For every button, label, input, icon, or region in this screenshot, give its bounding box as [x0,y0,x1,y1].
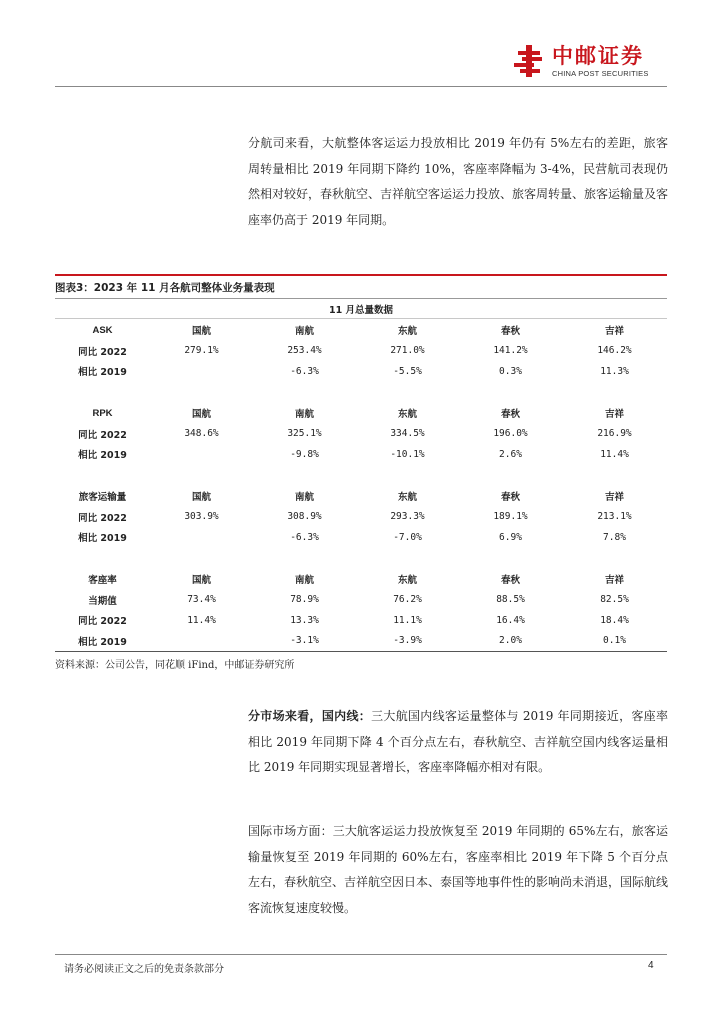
airline-header: 春秋 [500,492,520,503]
row-label: 相比 2019 [78,367,127,378]
row-label: 相比 2019 [78,450,127,461]
table-cell: 303.9% [184,511,219,522]
paragraph-domestic-market [248,704,668,781]
china-post-logo-icon [512,44,546,78]
metric-name: 客座率 [88,575,117,586]
row-label: 同比 2022 [78,346,127,358]
table-section-header [55,486,667,506]
table-row [55,610,667,630]
table-cell: 11.4% [187,614,216,626]
table-row [55,424,667,444]
table-cell: 216.9% [597,428,632,439]
airline-header: 东航 [397,409,417,420]
paragraph-lead-bold: 分市场来看，国内线： [248,709,372,723]
airline-header: 春秋 [500,409,520,420]
table-row [55,631,667,651]
table-cell: 0.3% [499,365,522,377]
table-cell: 308.9% [287,511,322,522]
footer-divider [55,954,667,955]
airline-header: 吉祥 [604,575,624,586]
paragraph-international-market [248,819,668,921]
row-label: 当期值 [88,595,117,607]
table-cell: -10.1% [390,448,425,460]
footer-disclaimer: 请务必阅读正文之后的免责条款部分 [64,964,224,975]
airline-header: 南航 [294,575,314,586]
logo-english-text: CHINA POST SECURITIES [552,69,649,78]
table-cell: 271.0% [390,345,425,356]
table-cell: 141.2% [493,345,528,356]
table-row [55,444,667,464]
airline-header: 东航 [397,492,417,503]
table-cell: 82.5% [600,594,629,605]
table-cell: 189.1% [493,511,528,522]
table-cell: 88.5% [496,594,525,605]
table-cell: 146.2% [597,345,632,356]
airline-header: 东航 [397,326,417,337]
table-cell: 213.1% [597,511,632,522]
table-cell: -6.3% [290,531,319,543]
figure-title-rule [55,274,667,276]
table-cell: 6.9% [499,531,522,543]
table-cell: 78.9% [290,594,319,605]
row-label: 同比 2022 [78,616,127,627]
airline-header: 南航 [294,492,314,503]
table-section-header [55,569,667,589]
table-cell: 348.6% [184,428,219,439]
metric-name: ASK [92,324,113,336]
paragraph-text: 国际市场方面：三大航客运运力投放恢复至 2019 年同期的 65%左右，旅客运输量恢复至 2019 年同期的 60%左右，客座率相比 2019 年下降 5 个百分点左右，春秋航空、吉祥航空因日本、泰国等地事件性的影响尚未消退，国际航线客流恢复速度较慢。 [248,824,669,915]
table-cell: 334.5% [390,428,425,439]
table-row [55,507,667,527]
row-label: 同比 2022 [78,429,127,441]
airline-header: 国航 [191,409,211,420]
table-cell: -3.1% [290,635,319,646]
table-cell: -9.8% [290,448,319,460]
table-caption: 11 月总量数据 [328,305,394,316]
table-row [55,527,667,547]
table-cell: 279.1% [184,345,219,356]
airline-header: 南航 [294,409,314,420]
table-cell: 325.1% [287,428,322,439]
figure-source: 资料来源：公司公告，同花顺 iFind，中邮证券研究所 [55,660,295,671]
paragraph-text: 三大航国内线客运量整体与 2019 年同期接近，客座率相比 2019 年同期下降 4 个百分点左右，春秋航空、吉祥航空国内线客运量相比 2019 年同期实现显著增长，客座率降幅亦相对有限。 [248,709,668,774]
table-cell: -7.0% [393,531,422,543]
table-cell: 2.0% [499,635,522,646]
table-cell: 18.4% [600,614,629,626]
table-cell: -5.5% [393,365,422,377]
table-bottom-rule [55,651,667,652]
table-cell: 0.1% [603,635,626,646]
table-cell: 16.4% [496,614,525,626]
logo-chinese-text: 中邮证券 [552,44,644,68]
page-number: 4 [648,960,654,971]
figure-title-underline [55,298,667,299]
table-section-header [55,320,667,340]
metric-name: RPK [92,407,113,419]
table-cell: 253.4% [287,345,322,356]
company-logo [512,44,649,79]
figure-title: 图表3：2023 年 11 月各航司整体业务量表现 [55,282,275,294]
metric-name: 旅客运输量 [78,492,127,503]
row-label: 相比 2019 [78,533,127,544]
row-label: 同比 2022 [78,512,127,524]
row-label: 相比 2019 [78,636,127,648]
airline-header: 吉祥 [604,326,624,337]
airline-header: 吉祥 [604,409,624,420]
airline-header: 春秋 [500,575,520,586]
table-cell: 293.3% [390,511,425,522]
airline-header: 南航 [294,326,314,337]
table-cell: 11.3% [600,365,629,377]
table-cell: 2.6% [499,448,522,460]
airline-header: 国航 [191,326,211,337]
header-divider [55,86,667,87]
table-cell: 196.0% [493,428,528,439]
table-cell: 11.1% [393,614,422,626]
table-cell: 73.4% [187,594,216,605]
table-row [55,361,667,381]
airline-header: 吉祥 [604,492,624,503]
paragraph-airlines-overview [248,131,668,233]
table-cell: 76.2% [393,594,422,605]
table-cell: 7.8% [603,531,626,543]
table-cell: -6.3% [290,365,319,377]
airline-header: 春秋 [500,326,520,337]
table-section-header [55,403,667,423]
paragraph-text: 分航司来看，大航整体客运运力投放相比 2019 年仍有 5%左右的差距，旅客周转量相比 2019 年同期下降约 10%，客座率降幅为 3-4%，民营航司表现仍然相对较好，春秋航空、吉祥航空客运运力投放、旅客周转量、旅客运输量及客座率仍高于 2019 年同期。 [248,136,669,227]
table-cell: 13.3% [290,614,319,626]
table-caption-divider [55,318,667,319]
table-cell: -3.9% [393,635,422,646]
airline-header: 东航 [397,575,417,586]
table-cell: 11.4% [600,448,629,460]
airline-header: 国航 [191,575,211,586]
table-row [55,590,667,610]
table-row [55,341,667,361]
airline-header: 国航 [191,492,211,503]
